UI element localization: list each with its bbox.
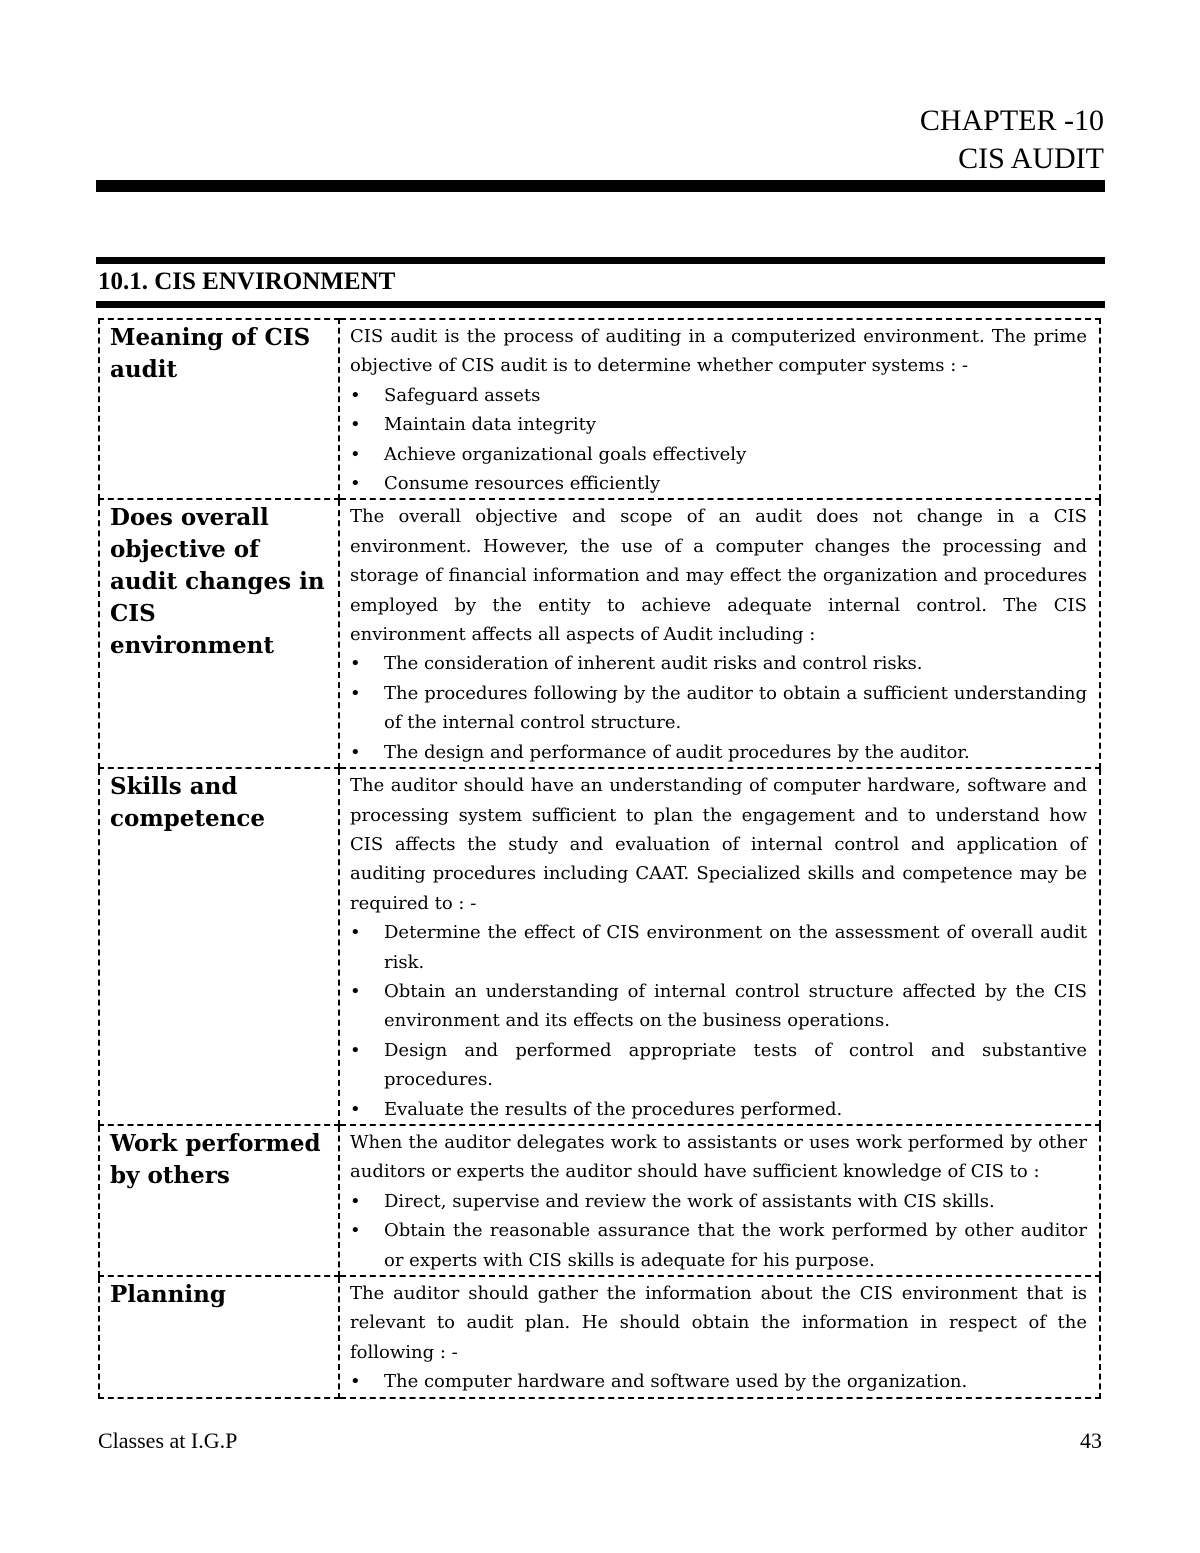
row-description [339, 1276, 1100, 1398]
bullet-list [350, 1187, 1087, 1275]
list-item: • Direct, supervise and review the work of assistants with CIS skills. [350, 1187, 1087, 1216]
table-row [99, 499, 1100, 768]
row-term: Meaning of CIS audit [99, 319, 339, 499]
row-intro: CIS audit is the process of auditing in a computerized environment. The prime objective of CIS audit is to determine whether computer systems : - [350, 326, 1087, 377]
section-bottom-rule [96, 301, 1105, 308]
bullet-list [350, 649, 1087, 767]
list-item: • The computer hardware and software used by the organization. [350, 1367, 1087, 1396]
table-row [99, 319, 1100, 499]
list-item: • Obtain the reasonable assurance that the work performed by other auditor or experts with CIS skills is adequate for his purpose. [350, 1216, 1087, 1275]
section-top-rule [96, 257, 1105, 264]
bullet-list [350, 918, 1087, 1124]
list-item: • Design and performed appropriate tests of control and substantive procedures. [350, 1036, 1087, 1095]
section-title: 10.1. CIS ENVIRONMENT [98, 268, 396, 295]
list-item: • Evaluate the results of the procedures performed. [350, 1095, 1087, 1124]
list-item: • Maintain data integrity [350, 410, 1087, 439]
table-row [99, 1125, 1100, 1276]
list-item: • Achieve organizational goals effectively [350, 440, 1087, 469]
chapter-title: CIS AUDIT [958, 142, 1104, 175]
row-description [339, 768, 1100, 1125]
row-term: Work performed by others [99, 1125, 339, 1276]
list-item: • Determine the effect of CIS environment on the assessment of overall audit risk. [350, 918, 1087, 977]
chapter-rule [96, 180, 1105, 192]
row-intro: When the auditor delegates work to assistants or uses work performed by other auditors or experts the auditor should have sufficient knowledge of CIS to : [350, 1131, 1087, 1183]
row-term: Skills and competence [99, 768, 339, 1125]
row-intro: The overall objective and scope of an audit does not change in a CIS environment. However, the use of a computer changes the processing and storage of financial information and may effect the organization and procedures employed by the entity to achieve adequate internal control. The CIS environment affects all aspects of Audit including : [350, 506, 1087, 646]
row-term: Planning [99, 1276, 339, 1398]
list-item: • The procedures following by the auditor to obtain a sufficient understanding of the internal control structure. [350, 679, 1087, 738]
bullet-list [350, 1367, 1087, 1396]
bullet-list [350, 381, 1087, 499]
page-number: 43 [1080, 1428, 1102, 1453]
list-item: • Obtain an understanding of internal control structure affected by the CIS environment and its effects on the business operations. [350, 977, 1087, 1036]
row-description [339, 1125, 1100, 1276]
chapter-heading [920, 102, 1104, 178]
row-intro: The auditor should gather the information about the CIS environment that is relevant to audit plan. He should obtain the information in respect of the following : - [350, 1283, 1087, 1363]
footer-institute: Classes at I.G.P [98, 1428, 238, 1453]
row-intro: The auditor should have an understanding of computer hardware, software and processing system sufficient to plan the engagement and to understand how CIS affects the study and evaluation of internal control and application of auditing procedures including CAAT. Specialized skills and competence may be required to : - [350, 775, 1087, 914]
list-item: • The consideration of inherent audit risks and control risks. [350, 649, 1087, 678]
list-item: • Safeguard assets [350, 381, 1087, 410]
chapter-number: CHAPTER -10 [919, 104, 1104, 137]
list-item: • The design and performance of audit procedures by the auditor. [350, 738, 1087, 767]
row-term: Does overall objective of audit changes in CIS environment [99, 499, 339, 768]
row-description [339, 499, 1100, 768]
list-item: • Consume resources efficiently [350, 469, 1087, 498]
table-row [99, 1276, 1100, 1398]
table-row [99, 768, 1100, 1125]
row-description [339, 319, 1100, 499]
cis-environment-table [98, 318, 1101, 1399]
